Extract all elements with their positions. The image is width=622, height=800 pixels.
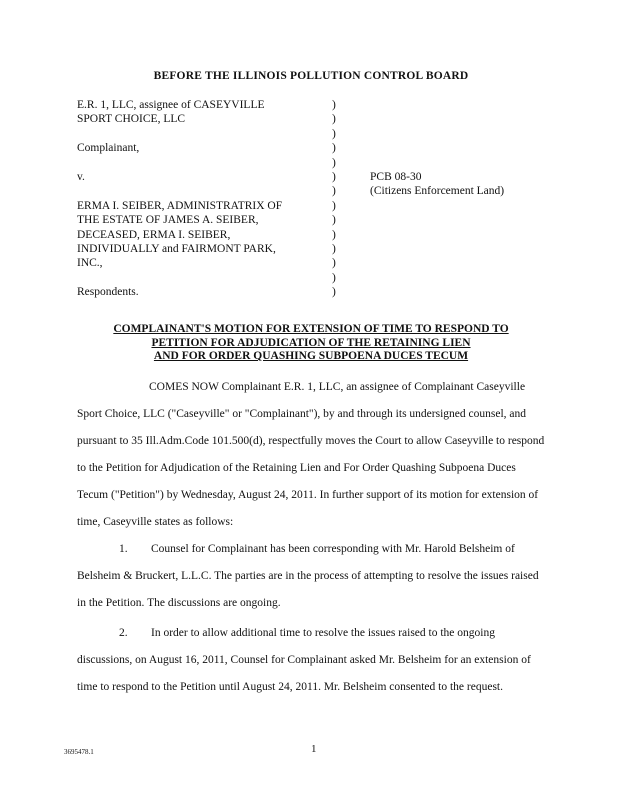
case-info — [370, 170, 504, 199]
motion-title-line: COMPLAINANT'S MOTION FOR EXTENSION OF TIME TO RESPOND TO — [113, 323, 509, 335]
board-heading: BEFORE THE ILLINOIS POLLUTION CONTROL BOARD — [153, 70, 469, 82]
numbered-paragraph — [77, 536, 547, 617]
defendant-line: INDIVIDUALLY and FAIRMONT PARK, — [77, 243, 276, 256]
intro-text: COMES NOW Complainant E.R. 1, LLC, an assignee of Complainant Caseyville Sport Choice, LLC ("Caseyville" or "Complainant"), by and through its undersigned counsel, and pursuant to 35 Ill.Adm.Code 101.500(d), respectfully moves the Court to allow Caseyville to respond to the Petition for Adjudication of the Retaining Lien and For Order Quashing Subpoena Duces Tecum ("Petition") by Wednesday, August 24, 2011. In further support of its motion for extension of time, Caseyville states as follows: — [77, 381, 545, 528]
plaintiff-line: E.R. 1, LLC, assignee of CASEYVILLE — [77, 99, 265, 111]
motion-title — [0, 323, 622, 364]
versus-label: v. — [77, 171, 85, 183]
paragraph-text: Counsel for Complainant has been corresponding with Mr. Harold Belsheim of Belsheim & Bruckert, L.L.C. The parties are in the process of attempting to resolve the issues raised in the Petition. The discussions are ongoing. — [77, 543, 539, 609]
paragraph-number: 2. — [119, 627, 128, 639]
defendant-line: ERMA I. SEIBER, ADMINISTRATRIX OF — [77, 199, 283, 212]
respondents-label: Respondents. — [77, 286, 139, 299]
case-type: (Citizens Enforcement Land) — [370, 185, 505, 198]
motion-title-line: AND FOR ORDER QUASHING SUBPOENA DUCES TECUM — [153, 350, 469, 362]
defendant-line: DECEASED, ERMA I. SEIBER, — [77, 228, 231, 241]
document-id: 3695478.1 — [64, 748, 94, 756]
case-number: PCB 08-30 — [370, 171, 422, 183]
numbered-paragraph — [77, 620, 547, 701]
plaintiff-line: SPORT CHOICE, LLC — [77, 113, 186, 126]
caption-parentheses: ) ) ) ) ) ) ) ) ) ) ) ) ) ) — [332, 99, 336, 299]
paragraph-number: 1. — [119, 543, 128, 555]
page-number: 1 — [311, 743, 317, 755]
motion-title-line: PETITION FOR ADJUDICATION OF THE RETAINING LIEN — [151, 336, 471, 349]
defendant-line: INC., — [77, 257, 103, 270]
case-caption-parties — [77, 98, 317, 300]
complainant-label: Complainant, — [77, 142, 140, 155]
paragraph-text: In order to allow additional time to resolve the issues raised to the ongoing discussions, on August 16, 2011, Counsel for Complainant asked Mr. Belsheim for an extension of time to respond to the Petition until August 24, 2011. Mr. Belsheim consented to the request. — [77, 627, 531, 693]
defendant-line: THE ESTATE OF JAMES A. SEIBER, — [77, 214, 259, 227]
intro-paragraph — [77, 374, 547, 536]
